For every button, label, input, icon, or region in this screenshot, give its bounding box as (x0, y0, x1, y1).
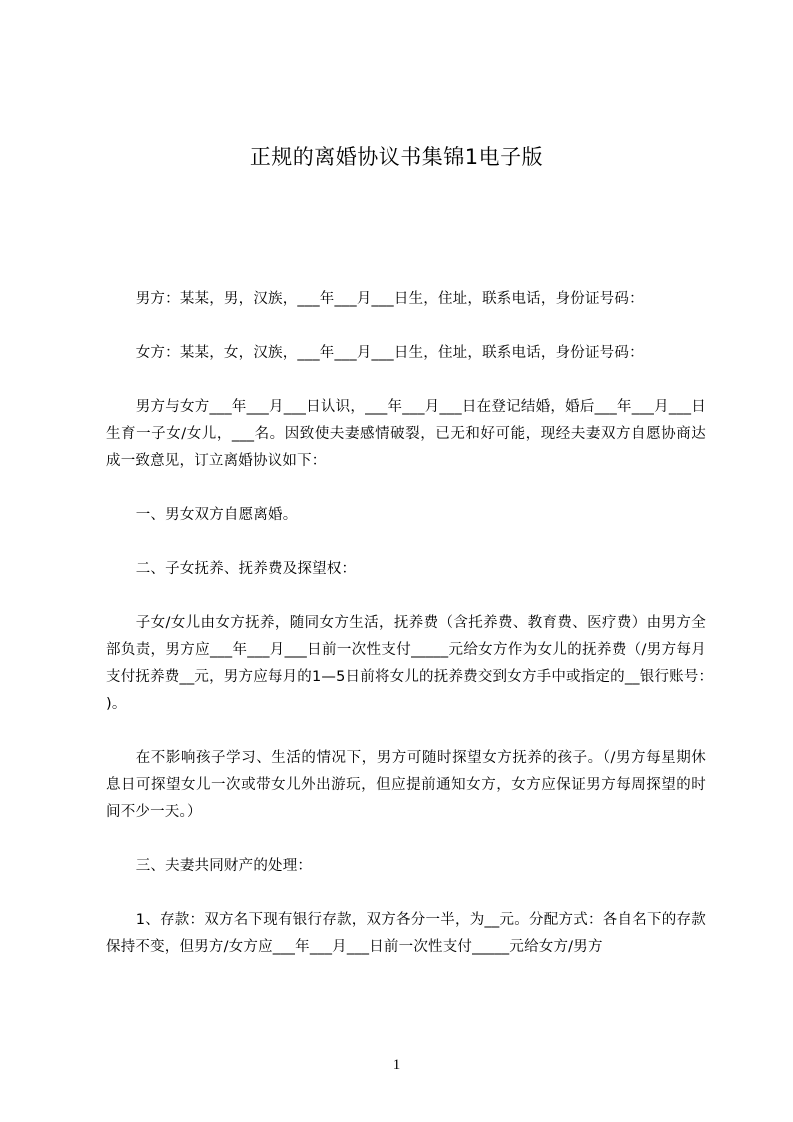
marriage-background-paragraph: 男方与女方___年___月___日认识，___年___月___日在登记结婚，婚后___年___月___日生育一子女/女儿，___名。因致使夫妻感情破裂，已无和好可能，现经夫妻双方自愿协商达成一致意见，订立离婚协议如下： (106, 399, 706, 469)
divorce-consent-clause: 一、男女双方自愿离婚。 (135, 507, 298, 523)
document-title: 正规的离婚协议书集锦1电子版 (249, 145, 544, 169)
savings-division-paragraph: 1、存款：双方名下现有银行存款，双方各分一半，为__元。分配方式：各自名下的存款保持不变，但男方/女方应___年___月___日前一次性支付_____元给女方/男方 (106, 912, 706, 955)
document-body (106, 286, 706, 988)
child-custody-heading: 二、子女抚养、抚养费及探望权： (135, 561, 357, 577)
husband-info-paragraph: 男方：某某，男，汉族，___年___月___日生，住址，联系电话，身份证号码： (135, 291, 644, 307)
visitation-paragraph: 在不影响孩子学习、生活的情况下，男方可随时探望女方抚养的孩子。（/男方每星期休息日可探望女儿一次或带女儿外出游玩，但应提前通知女方，女方应保证男方每周探望的时间不少一天。） (106, 750, 706, 820)
page-number: 1 (392, 1057, 401, 1073)
property-division-heading: 三、夫妻共同财产的处理： (135, 858, 313, 874)
child-support-paragraph: 子女/女儿由女方抚养，随同女方生活，抚养费（含托养费、教育费、医疗费）由男方全部负责，男方应___年___月___日前一次性支付_____元给女方作为女儿的抚养费（/男方每月支付抚养费__元，男方应每月的1—5日前将女儿的抚养费交到女方手中或指定的__银行账号：)。 (106, 615, 706, 712)
wife-info-paragraph: 女方：某某，女，汉族，___年___月___日生，住址，联系电话，身份证号码： (135, 345, 644, 361)
